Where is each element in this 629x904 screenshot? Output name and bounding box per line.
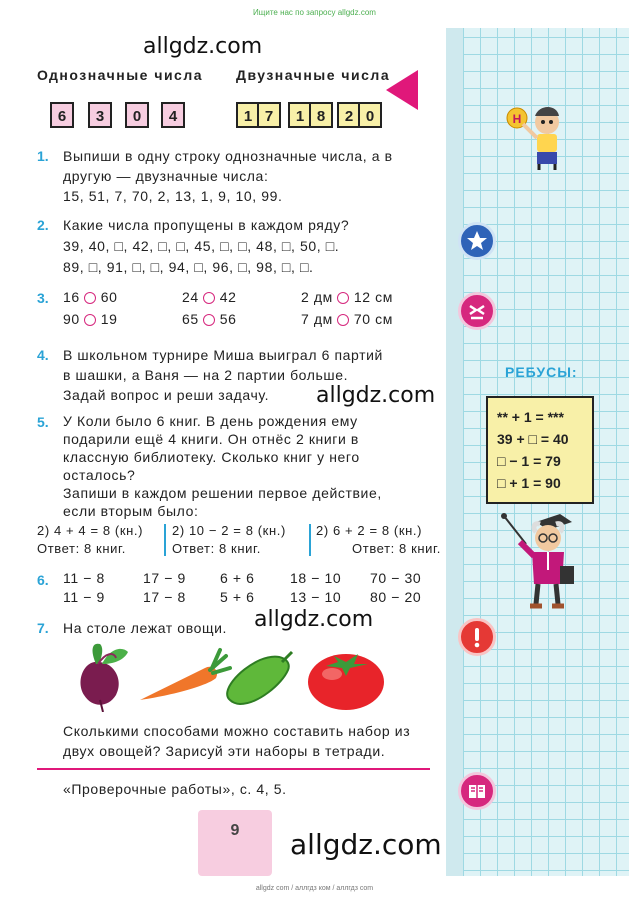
compare-circle-icon <box>84 292 96 304</box>
divider-line <box>37 768 430 770</box>
task-4-text <box>63 345 433 405</box>
task-number: 6. <box>37 572 49 588</box>
watermark: allgdz.com <box>316 383 436 408</box>
carrot-icon <box>140 650 230 700</box>
expression: 18 − 10 <box>290 570 342 586</box>
text-line: 39, 40, □, 42, □, □, 45, □, □, 48, □, 50, □. <box>63 238 340 254</box>
text-line: У Коли было 6 книг. В день рождения ему <box>63 413 358 429</box>
compare-left: 2 дм <box>301 289 333 305</box>
top-note: Ищите нас по запросу allgdz.com <box>253 8 376 17</box>
expression: 5 + 6 <box>220 589 255 605</box>
compare-circle-icon <box>337 314 349 326</box>
digit-card: 1 <box>288 102 312 128</box>
digit-card: 0 <box>125 102 149 128</box>
triangle-marker-icon <box>386 70 418 110</box>
exclamation-icon <box>458 618 496 656</box>
task-number: 5. <box>37 414 49 430</box>
compare-left: 16 <box>63 289 80 305</box>
compare-right: 12 см <box>353 289 393 305</box>
page-number-box <box>198 810 272 876</box>
text-line: осталось? <box>63 467 136 483</box>
expression: 80 − 20 <box>370 589 422 605</box>
task-1-text <box>63 146 433 206</box>
digit-card: 4 <box>161 102 185 128</box>
digit-card: 2 <box>337 102 361 128</box>
task-2-text <box>63 215 438 278</box>
watermark: allgdz.com <box>290 828 442 861</box>
expression: 70 − 30 <box>370 570 422 586</box>
rebus-title: РЕБУСЫ: <box>505 364 578 380</box>
task-number: 7. <box>37 620 49 636</box>
rebus-line: ** + 1 = *** <box>497 409 564 425</box>
letter-badge: Н <box>512 112 522 126</box>
compare-icon <box>458 292 496 330</box>
text-line: 15, 51, 7, 70, 2, 13, 1, 9, 10, 99. <box>63 188 283 204</box>
task-7-text <box>63 721 438 761</box>
expression: 17 − 9 <box>143 570 186 586</box>
rebus-line: 39 + □ = 40 <box>497 431 569 447</box>
compare-right: 70 см <box>353 311 393 327</box>
compare-circle-icon <box>203 292 215 304</box>
text-line: если вторым было: <box>63 503 199 519</box>
student-character-icon <box>505 102 571 172</box>
compare-left: 7 дм <box>301 311 333 327</box>
compare-left: 65 <box>182 311 199 327</box>
beet-icon <box>81 644 128 712</box>
text-line: Запиши в каждом решении первое действие, <box>63 485 382 501</box>
rebus-line: □ − 1 = 79 <box>497 453 561 469</box>
text-line: подарили ещё 4 книги. Он отнёс 2 книги в <box>63 431 359 447</box>
solution-equation: 2) 10 − 2 = 8 (кн.) <box>172 523 286 538</box>
expression: 6 + 6 <box>220 570 255 586</box>
reference-text: «Проверочные работы», с. 4, 5. <box>63 781 287 797</box>
solution-block <box>37 522 162 558</box>
solution-answer: Ответ: 8 книг. <box>37 541 126 556</box>
stars-icon <box>458 222 496 260</box>
task-number: 2. <box>37 217 49 233</box>
digit-card: 3 <box>88 102 112 128</box>
page-number: 9 <box>230 822 240 839</box>
compare-right: 56 <box>219 311 237 327</box>
text-line: Сколькими способами можно составить набор из <box>63 723 411 739</box>
watermark: allgdz.com <box>254 607 374 632</box>
compare-circle-icon <box>203 314 215 326</box>
solution-block <box>316 522 441 558</box>
task-3-comparisons <box>63 287 433 331</box>
text-line: Какие числа пропущены в каждом ряду? <box>63 217 350 233</box>
expression: 17 − 8 <box>143 589 186 605</box>
task-number: 3. <box>37 290 49 306</box>
compare-circle-icon <box>337 292 349 304</box>
compare-left: 90 <box>63 311 80 327</box>
task-number: 1. <box>37 148 49 164</box>
task-7-intro: На столе лежат овощи. <box>63 620 227 636</box>
compare-right: 60 <box>100 289 118 305</box>
text-line: другую — двузначные числа: <box>63 168 269 184</box>
compare-right: 42 <box>219 289 237 305</box>
text-line: Задай вопрос и реши задачу. <box>63 387 270 403</box>
tomato-icon <box>308 654 384 710</box>
solution-equation: 2) 6 + 2 = 8 (кн.) <box>316 523 423 538</box>
compare-circle-icon <box>84 314 96 326</box>
rebus-line: □ + 1 = 90 <box>497 475 561 491</box>
expression: 13 − 10 <box>290 589 342 605</box>
text-line: Выпиши в одну строку однозначные числа, а в <box>63 148 393 164</box>
text-line: в шашки, а Ваня — на 2 партии больше. <box>63 367 349 383</box>
compare-left: 24 <box>182 289 199 305</box>
task-5-text <box>63 412 433 520</box>
solution-block <box>172 522 307 558</box>
watermark: allgdz.com <box>143 34 263 59</box>
footer-note: allgdz com / аллгдз ком / аллгдз com <box>255 885 374 892</box>
digit-card: 0 <box>358 102 382 128</box>
vegetables-illustration <box>70 640 440 712</box>
compare-right: 19 <box>100 311 118 327</box>
solution-answer: Ответ: 8 книг. <box>352 541 441 556</box>
rebus-box <box>486 396 594 504</box>
digit-card: 6 <box>50 102 74 128</box>
digit-card: 8 <box>309 102 333 128</box>
digit-card: 1 <box>236 102 260 128</box>
solution-answer: Ответ: 8 книг. <box>172 541 261 556</box>
expression: 11 − 8 <box>63 570 105 586</box>
solution-equation: 2) 4 + 4 = 8 (кн.) <box>37 523 144 538</box>
divider <box>164 524 166 556</box>
digit-card: 7 <box>257 102 281 128</box>
text-line: В школьном турнире Миша выиграл 6 партий <box>63 347 383 363</box>
divider <box>309 524 311 556</box>
text-line: 89, □, 91, □, □, 94, □, 96, □, 98, □, □. <box>63 259 314 275</box>
heading-double-digit: Двузначные числа <box>236 67 391 83</box>
expression: 11 − 9 <box>63 589 105 605</box>
text-line: классную библиотеку. Сколько книг у него <box>63 449 360 465</box>
task-number: 4. <box>37 347 49 363</box>
text-line: двух овощей? Зарисуй эти наборы в тетради. <box>63 743 386 759</box>
heading-single-digit: Однозначные числа <box>37 67 204 83</box>
professor-character-icon <box>500 510 580 610</box>
cucumber-icon <box>227 652 292 704</box>
book-icon <box>458 772 496 810</box>
